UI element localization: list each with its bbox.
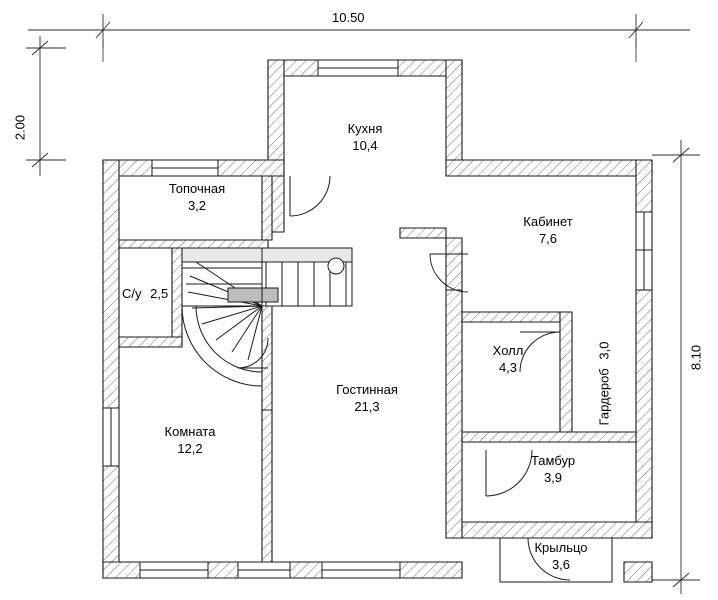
room-name-wardrobe: Гардероб (596, 368, 612, 426)
room-label-kitchen (315, 120, 415, 154)
room-name-living: Гостинная (336, 382, 398, 397)
room-area-vestibule: 3,9 (543, 470, 563, 485)
room-area-boiler: 3,2 (187, 198, 207, 213)
room-label-study (498, 213, 598, 247)
room-label-porch (515, 539, 607, 573)
room-label-boiler (142, 180, 252, 214)
room-area-study: 7,6 (538, 231, 558, 246)
room-area-living: 21,3 (354, 399, 380, 414)
room-label-wardrobe (596, 319, 613, 449)
room-label-bedroom (140, 423, 240, 457)
room-name-porch: Крыльцо (534, 540, 588, 555)
room-name-bathroom: С/у (122, 286, 142, 301)
room-label-hall (472, 342, 544, 376)
dimension-right-label: 8.10 (688, 344, 704, 371)
room-label-living (312, 381, 422, 415)
room-label-bathroom (122, 285, 178, 302)
dimension-left-label: 2.00 (12, 114, 28, 141)
room-label-vestibule (512, 452, 594, 486)
room-area-hall: 4,3 (498, 360, 518, 375)
room-area-bedroom: 12,2 (177, 441, 203, 456)
room-area-kitchen: 10,4 (352, 138, 378, 153)
dimension-lines (26, 14, 700, 594)
dimension-top-label: 10.50 (332, 10, 365, 25)
room-name-study: Кабинет (523, 214, 573, 229)
room-name-bedroom: Комната (164, 424, 216, 439)
room-area-wardrobe: 3,0 (596, 341, 612, 360)
room-name-kitchen: Кухня (347, 121, 383, 136)
room-area-bathroom: 2,5 (150, 286, 169, 301)
room-area-porch: 3,6 (551, 557, 571, 572)
room-name-boiler: Топочная (168, 181, 226, 196)
room-name-hall: Холл (492, 343, 524, 358)
room-name-vestibule: Тамбур (530, 453, 576, 468)
